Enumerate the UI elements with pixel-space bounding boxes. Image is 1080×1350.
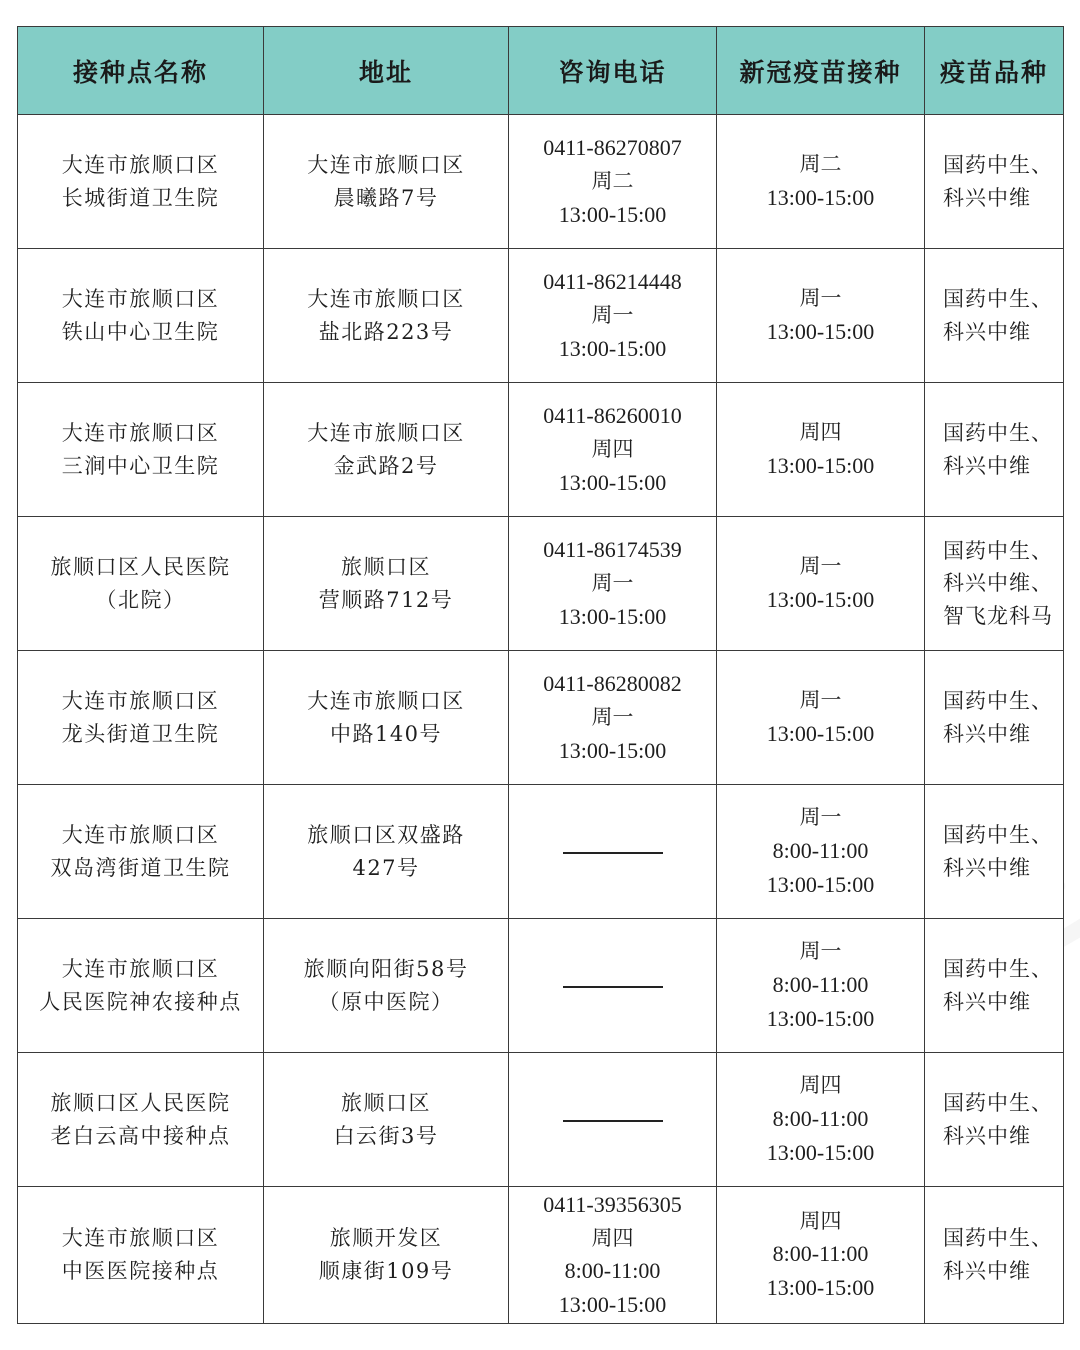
cell-vaccine-type-line: 国药中生、: [943, 420, 1053, 445]
cell-site-name: [18, 919, 264, 1053]
cell-address: [264, 1053, 509, 1187]
cell-covid-schedule-line: 13:00-15:00: [766, 1139, 875, 1165]
cell-site-name: [18, 1053, 264, 1187]
cell-address-line: 旅顺口区双盛路: [307, 822, 465, 847]
cell-vaccine-type-line: 科兴中维: [943, 989, 1031, 1014]
cell-covid-schedule: [717, 249, 925, 383]
cell-phone: [509, 651, 717, 785]
cell-address: [264, 1187, 509, 1324]
cell-phone-line: 0411-39356305: [543, 1191, 682, 1217]
cell-vaccine-type-line: 科兴中维: [943, 319, 1031, 344]
cell-covid-schedule-line: 周一: [799, 286, 842, 311]
cell-site-name-line: 双岛湾街道卫生院: [50, 855, 231, 880]
cell-vaccine-type: [925, 785, 1064, 919]
cell-phone: [509, 115, 717, 249]
cell-phone-line: 周四: [591, 437, 634, 462]
cell-vaccine-type: [925, 919, 1064, 1053]
cell-covid-schedule-line: 周一: [799, 688, 842, 713]
cell-vaccine-type-line: 国药中生、: [943, 956, 1053, 981]
cell-covid-schedule-line: 13:00-15:00: [766, 1005, 875, 1031]
cell-phone: [509, 1053, 717, 1187]
cell-phone-line: 周一: [591, 571, 634, 596]
cell-address-line: 白云街3号: [333, 1123, 439, 1148]
cell-site-name-line: 大连市旅顺口区: [61, 688, 220, 713]
table-row: [18, 1053, 1064, 1187]
cell-site-name-line: 大连市旅顺口区: [61, 420, 220, 445]
table-row: [18, 517, 1064, 651]
cell-address-line: 营顺路712号: [318, 587, 454, 612]
cell-covid-schedule-line: 周四: [799, 1208, 842, 1233]
cell-vaccine-type-line: 智飞龙科马: [943, 603, 1053, 628]
cell-covid-schedule: [717, 383, 925, 517]
cell-covid-schedule-line: 13:00-15:00: [766, 586, 875, 612]
cell-covid-schedule-line: 8:00-11:00: [772, 1241, 869, 1267]
cell-address-line: 旅顺开发区: [329, 1226, 443, 1251]
cell-site-name-line: 龙头街道卫生院: [61, 721, 220, 746]
cell-phone: [509, 1187, 717, 1324]
table-row: [18, 651, 1064, 785]
cell-vaccine-type-line: 国药中生、: [943, 1226, 1053, 1251]
cell-phone-line: 13:00-15:00: [558, 469, 667, 495]
table-row: [18, 919, 1064, 1053]
cell-phone-line: 13:00-15:00: [558, 737, 667, 763]
cell-covid-schedule-line: 周四: [799, 420, 842, 445]
cell-site-name: [18, 785, 264, 919]
cell-phone: [509, 919, 717, 1053]
cell-vaccine-type-line: 科兴中维、: [943, 571, 1053, 596]
cell-vaccine-type-line: 国药中生、: [943, 538, 1053, 563]
cell-address: [264, 651, 509, 785]
cell-address: [264, 249, 509, 383]
cell-covid-schedule-line: 13:00-15:00: [766, 452, 875, 478]
cell-site-name-line: 铁山中心卫生院: [61, 319, 220, 344]
cell-site-name-line: （北院）: [95, 587, 186, 612]
cell-covid-schedule: [717, 919, 925, 1053]
cell-site-name-line: 长城街道卫生院: [61, 185, 220, 210]
cell-site-name-line: 老白云高中接种点: [50, 1123, 231, 1148]
cell-phone: [509, 785, 717, 919]
cell-vaccine-type: [925, 517, 1064, 651]
cell-address: [264, 919, 509, 1053]
cell-vaccine-type-line: 国药中生、: [943, 152, 1053, 177]
cell-covid-schedule-line: 周二: [799, 152, 842, 177]
cell-address-line: 旅顺向阳街58号: [303, 956, 469, 981]
cell-covid-schedule-line: 周四: [799, 1073, 842, 1098]
cell-vaccine-type: [925, 651, 1064, 785]
cell-site-name: [18, 651, 264, 785]
header-phone: 咨询电话: [509, 27, 717, 115]
cell-vaccine-type-line: 科兴中维: [943, 1123, 1031, 1148]
cell-address-line: 盐北路223号: [318, 319, 454, 344]
cell-covid-schedule: [717, 115, 925, 249]
cell-address: [264, 517, 509, 651]
cell-site-name-line: 人民医院神农接种点: [39, 989, 242, 1014]
cell-address: [264, 115, 509, 249]
cell-phone-line: 周一: [591, 705, 634, 730]
cell-address-line: 晨曦路7号: [333, 185, 439, 210]
vaccination-table-container: [17, 26, 1063, 1324]
cell-covid-schedule: [717, 1053, 925, 1187]
empty-phone-dash: [563, 852, 663, 854]
cell-vaccine-type: [925, 1053, 1064, 1187]
cell-vaccine-type-line: 科兴中维: [943, 185, 1031, 210]
cell-covid-schedule: [717, 517, 925, 651]
cell-vaccine-type: [925, 249, 1064, 383]
cell-vaccine-type: [925, 383, 1064, 517]
cell-covid-schedule-line: 13:00-15:00: [766, 871, 875, 897]
cell-site-name-line: 大连市旅顺口区: [61, 152, 220, 177]
cell-covid-schedule-line: 8:00-11:00: [772, 1105, 869, 1131]
cell-site-name-line: 旅顺口区人民医院: [50, 1090, 231, 1115]
cell-phone-line: 13:00-15:00: [558, 201, 667, 227]
header-covid-schedule: 新冠疫苗接种: [717, 27, 925, 115]
cell-phone-line: 13:00-15:00: [558, 335, 667, 361]
cell-covid-schedule-line: 8:00-11:00: [772, 837, 869, 863]
table-row: [18, 785, 1064, 919]
cell-covid-schedule-line: 周一: [799, 805, 842, 830]
cell-vaccine-type-line: 国药中生、: [943, 688, 1053, 713]
cell-vaccine-type-line: 国药中生、: [943, 286, 1053, 311]
cell-site-name-line: 大连市旅顺口区: [61, 956, 220, 981]
cell-phone-line: 周四: [591, 1225, 634, 1250]
cell-covid-schedule-line: 13:00-15:00: [766, 184, 875, 210]
table-row: [18, 1187, 1064, 1324]
cell-address: [264, 785, 509, 919]
empty-phone-dash: [563, 1120, 663, 1122]
cell-site-name: [18, 383, 264, 517]
cell-phone-line: 13:00-15:00: [558, 1292, 667, 1318]
cell-site-name-line: 大连市旅顺口区: [61, 822, 220, 847]
cell-site-name: [18, 115, 264, 249]
cell-address-line: 大连市旅顺口区: [307, 152, 465, 177]
cell-covid-schedule-line: 13:00-15:00: [766, 1275, 875, 1301]
cell-vaccine-type: [925, 115, 1064, 249]
header-address: 地址: [264, 27, 509, 115]
cell-covid-schedule: [717, 1187, 925, 1324]
cell-covid-schedule-line: 周一: [799, 554, 842, 579]
cell-vaccine-type-line: 科兴中维: [943, 1259, 1031, 1283]
cell-site-name-line: 旅顺口区人民医院: [50, 554, 231, 579]
cell-covid-schedule-line: 13:00-15:00: [766, 720, 875, 746]
cell-phone-line: 周一: [591, 303, 634, 328]
cell-covid-schedule: [717, 651, 925, 785]
header-site-name: 接种点名称: [18, 27, 264, 115]
cell-address-line: 427号: [352, 855, 420, 880]
cell-vaccine-type-line: 科兴中维: [943, 721, 1031, 746]
cell-site-name: [18, 517, 264, 651]
cell-phone-line: 8:00-11:00: [564, 1258, 661, 1284]
cell-site-name: [18, 249, 264, 383]
cell-site-name-line: 三涧中心卫生院: [61, 453, 220, 478]
table-row: [18, 383, 1064, 517]
cell-vaccine-type-line: 国药中生、: [943, 1090, 1053, 1115]
cell-site-name-line: 大连市旅顺口区: [61, 286, 220, 311]
cell-vaccine-type: [925, 1187, 1064, 1324]
cell-covid-schedule-line: 8:00-11:00: [772, 971, 869, 997]
cell-address-line: 大连市旅顺口区: [307, 688, 465, 713]
cell-address-line: 大连市旅顺口区: [307, 420, 465, 445]
header-vaccine-type: 疫苗品种: [925, 27, 1064, 115]
cell-address-line: 顺康街109号: [318, 1259, 454, 1283]
table-header-row: [18, 27, 1064, 115]
cell-address-line: 金武路2号: [333, 453, 439, 478]
cell-phone-line: 0411-86260010: [543, 403, 682, 429]
cell-vaccine-type-line: 国药中生、: [943, 822, 1053, 847]
cell-covid-schedule-line: 周一: [799, 939, 842, 964]
vaccination-sites-table: [17, 26, 1064, 1324]
cell-address-line: （原中医院）: [318, 989, 454, 1014]
cell-address-line: 旅顺口区: [341, 554, 431, 579]
cell-covid-schedule-line: 13:00-15:00: [766, 318, 875, 344]
cell-vaccine-type-line: 科兴中维: [943, 855, 1031, 880]
cell-phone-line: 0411-86214448: [543, 269, 682, 295]
cell-covid-schedule: [717, 785, 925, 919]
cell-phone-line: 13:00-15:00: [558, 603, 667, 629]
cell-phone-line: 0411-86280082: [543, 671, 682, 697]
cell-address-line: 旅顺口区: [341, 1090, 431, 1115]
cell-phone: [509, 383, 717, 517]
table-row: [18, 249, 1064, 383]
cell-phone-line: 周二: [591, 169, 634, 194]
cell-site-name-line: 大连市旅顺口区: [61, 1226, 220, 1251]
cell-site-name: [18, 1187, 264, 1324]
cell-address-line: 大连市旅顺口区: [307, 286, 465, 311]
empty-phone-dash: [563, 986, 663, 988]
cell-address: [264, 383, 509, 517]
cell-vaccine-type-line: 科兴中维: [943, 453, 1031, 478]
table-body: [18, 115, 1064, 1324]
cell-phone-line: 0411-86270807: [543, 135, 682, 161]
cell-phone: [509, 517, 717, 651]
table-row: [18, 115, 1064, 249]
cell-phone: [509, 249, 717, 383]
cell-address-line: 中路140号: [329, 721, 443, 746]
cell-site-name-line: 中医医院接种点: [61, 1259, 220, 1283]
cell-phone-line: 0411-86174539: [543, 537, 682, 563]
